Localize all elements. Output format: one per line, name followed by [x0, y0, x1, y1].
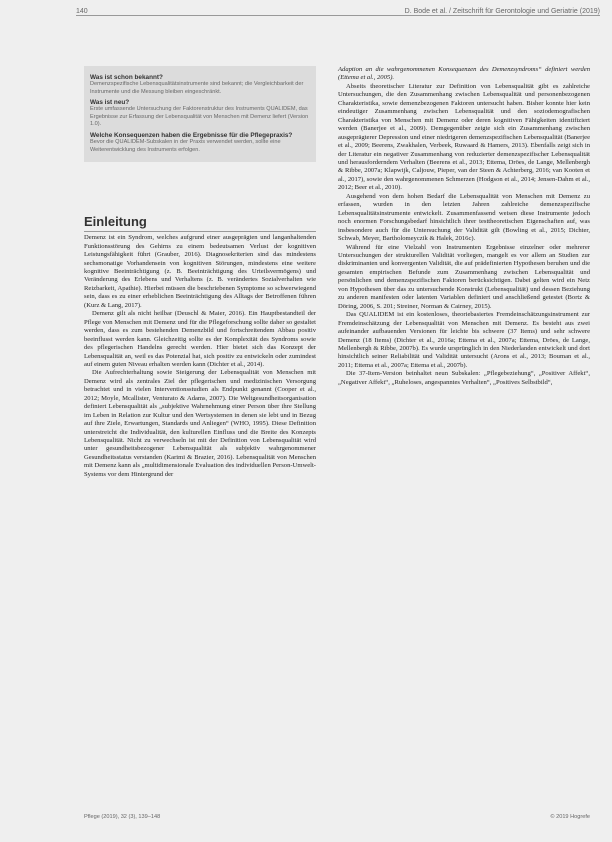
left-body-text	[84, 234, 316, 479]
section-heading: Einleitung	[84, 214, 316, 232]
summary-question-new: Was ist neu?	[90, 99, 130, 107]
page-number: 140	[76, 8, 88, 15]
summary-question-consequences: Welche Konsequenzen haben die Ergebnisse für die Pflegepraxis?	[90, 131, 293, 139]
summary-answer-known: Demenzspezifische Lebensqualitätsinstrumente sind bekannt; die Vergleichbarkeit der Instrumente und die Messung bleiben eingeschränkt.	[90, 81, 304, 95]
body-paragraph: Abseits theoretischer Literatur zur Definition von Lebensqualität gibt es zahlreiche Untersuchungen, die den Zusammenhang zwischen Lebensqualität und personenbezogenen Charakteristika, sowie demenzbezogenen Faktoren untersucht haben. Bisher konnte hier kein eindeutiger Zusammenhang zwischen Lebensqualität und den soziodemografischen Charakteristika von Menschen mit Demenz oder deren kognitiven Fähigkeiten identifiziert werden (Banerjee et al., 2009). Demgegenüber zeigte sich ein Zusammenhang zwischen ausgeprägterer Depression und einer niedrigeren demenzspezifischen Lebensqualität (Banerjee et al., 2009; Beerens, Zwakhalen, Verbeek, Ruwaard & Hamers, 2013). Ebenfalls zeigt sich in der Literatur ein negativer Zusammenhang von reduzierter demenzspezifischer Lebensqualität und herausforderndem Verhalten (Beerens et al., 2013; Ettema, Dröes, de Lange, Mellenbergh & Ribbe, 2007a; Klapwijk, Caljouw, Pieper, van der Steen & Achterberg, 2016; van Kooten et al., 2017), sowie den wahrgenommenen Schmerzen (Hodgson et al., 2014; Jensen-Dahm et al., 2012; Beer et al., 2010).	[338, 82, 590, 192]
summary-question-known: Was ist schon bekannt?	[90, 74, 163, 81]
summary-answer-consequences: Bevor die QUALIDEM-Subskalen in der Praxis verwendet werden, sollte eine Weiterentwicklung des Instruments erfolgen.	[90, 138, 281, 153]
right-column	[338, 66, 590, 387]
body-paragraph: Adaption an die wahrgenommenen Konsequenzen des Demenzsyndroms“ definiert werden (Ettema et al., 2005).	[338, 66, 590, 82]
left-column	[84, 66, 316, 479]
body-paragraph: Ausgehend von dem hohen Bedarf die Lebensqualität von Menschen mit Demenz zu erfassen, wurden in den letzten Jahren zahlreiche demenzspezifische Lebensqualitätsinstrumente entwickelt. Zusammenfassend weisen diese Instrumente jedoch noch enormen Forschungsbedarf hinsichtlich ihrer testtheoretischen Eigenschaften auf, was insbesondere auch für die Untersuchung der Validität gilt (Bowling et al., 2015; Dichter, Schwab, Meyer, Bartholomeyczik & Halek, 2016c).	[338, 192, 590, 243]
body-paragraph: Das QUALIDEM ist ein kostenloses, theoriebasiertes Fremdeinschätzungsinstrument zur Fremdeinschätzung der Lebensqualität von Menschen mit Demenz. Es besteht aus zwei aufeinander aufbauenden Versionen für leichte bis schwere (37 Items) und sehr schwere Demenz (18 Items) (Dichter et al., 2016a; Ettema et al., 2007a; Ettema, Dröes, de Lange, Mellenbergh & Ribbe, 2007b). Es wurde ursprünglich in den Niederlanden entwickelt und dort hinsichtlich seiner Reliabilität und Validität untersucht (Arons et al., 2013; Bouman et al., 2011; Ettema et al., 2007a; Ettema et al., 2007b).	[338, 311, 590, 369]
page-footer	[84, 814, 590, 820]
body-paragraph: Die Aufrechterhaltung sowie Steigerung der Lebensqualität von Menschen mit Demenz wird als zentrales Ziel der pflegerischen und medizinischen Versorgung betrachtet und in vielen Interventionsstudien als Endpunkt genannt (Cooper et al., 2012; Moyle, Mcallister, Venturato & Adams, 2007). Die Weltgesundheitsorganisation definiert Lebensqualität als „subjektive Wahrnehmung einer Person über ihre Stellung im Leben in Relation zur Kultur und den Wertsystemen in denen sie lebt und in Bezug auf ihre Ziele, Erwartungen, Standards und Anliegen“ (WHO, 1995). Diese Definition unterstreicht die Individualität, den kulturellen Einfluss und die Breite des Konzepts Lebensqualität. Nicht zu verwechseln ist mit der Definition von Lebensqualität wird unter gesundheitsbezogener Lebensqualität als subjektiv wahrgenommener Gesundheitsstatus verstanden (Karimi & Brazier, 2016). Lebensqualität von Menschen mit Demenz kann als „multidimensionale Evaluation des individuellen Person-Umwelt-Systems vor dem Hintergrund der	[84, 369, 316, 478]
summary-answer-new: Erste umfassende Untersuchung der Faktorenstruktur des Instruments QUALIDEM, das Ergebnisse zur Erfassung der Lebensqualität von Menschen mit Demenz liefert (Version 1.0).	[90, 106, 309, 128]
footer-citation: Pflege (2019), 32 (3), 139–148	[84, 814, 161, 820]
running-title: D. Bode et al. / Zeitschrift für Gerontologie und Geriatrie (2019)	[404, 8, 600, 15]
summary-box	[84, 66, 316, 162]
body-paragraph: Während für eine Vielzahl von Instrumenten Ergebnisse einzelner oder mehrerer Untersuchungen der strukturellen Validität vorliegen, mangelt es vor allem an Studien zur diskriminanten und konvergenten Validität, die auf prädefinierten Hypothesen beruhen und die gesamten empirischen Befunde zum Zusammenhang zwischen Lebensqualität und persönlichen und demenzspezifischen Faktoren berücksichtigen. Dabei gelten wird ein Netz von Hypothesen über das zu untersuchende Konstrukt (Lebensqualität) und dessen Beziehung zu anderen manifesten oder latenten Variablen definiert und anschließend getestet (Bortz & Döring, 2006, S. 201; Streiner, Norman & Cairney, 2015).	[338, 243, 590, 310]
body-paragraph: Demenz ist ein Syndrom, welches aufgrund einer ausgeprägten und langanhaltenden Funktionsstörung des Gehirns zu einem bedeutsamen Verlust der kognitiven Leistungsfähigkeit führt (Grauber, 2016). Diagnosekriterien sind das mindestens sechsmonatige Vorhandensein von kognitiven Störungen, mindestens eine weitere kognitive Beeinträchtigung (z. B. Beeinträchtigung des Urteilsvermögens) und Veränderung des Erlebens und Verhaltens (z. B. verändertes Sozialverhalten wie Reizbarkeit, Apathie). Hierbei müssen die beschriebenen Symptome so schwerwiegend sein, dass es zu einer erheblichen Beeinträchtigung des Alltags der Betroffenen führen (Kurz & Lang, 2017).	[84, 234, 316, 309]
footer-copyright: © 2019 Hogrefe	[550, 814, 590, 820]
running-header	[76, 3, 600, 16]
body-paragraph: Die 37-Item-Version beinhaltet neun Subskalen: „Pflegebeziehung“, „Positiver Affekt“, „Negativer Affekt“, „Ruheloses, angespanntes Verhalten“, „Positives Selbstbild“,	[338, 370, 590, 386]
body-paragraph: Demenz gilt als nicht heilbar (Deuschl & Maier, 2016). Ein Hauptbestandteil der Pflege von Menschen mit Demenz und für die Pflegeforschung sollte daher so gestaltet werden, dass es zum bestehenden Demenzbild und fortschreitendem Abbau positiv beeinflusst werden kann. Gleichzeitig sollte es der Komplexität des Syndroms sowie des pflegerischen Handelns gerecht werden. Hier bietet sich das Konzept der Lebensqualität an, weil es das Potenzial hat, sich positiv zu entwickeln oder zumindest auf einem guten Niveau erhalten werden kann (Dichter et al., 2014).	[84, 310, 316, 368]
